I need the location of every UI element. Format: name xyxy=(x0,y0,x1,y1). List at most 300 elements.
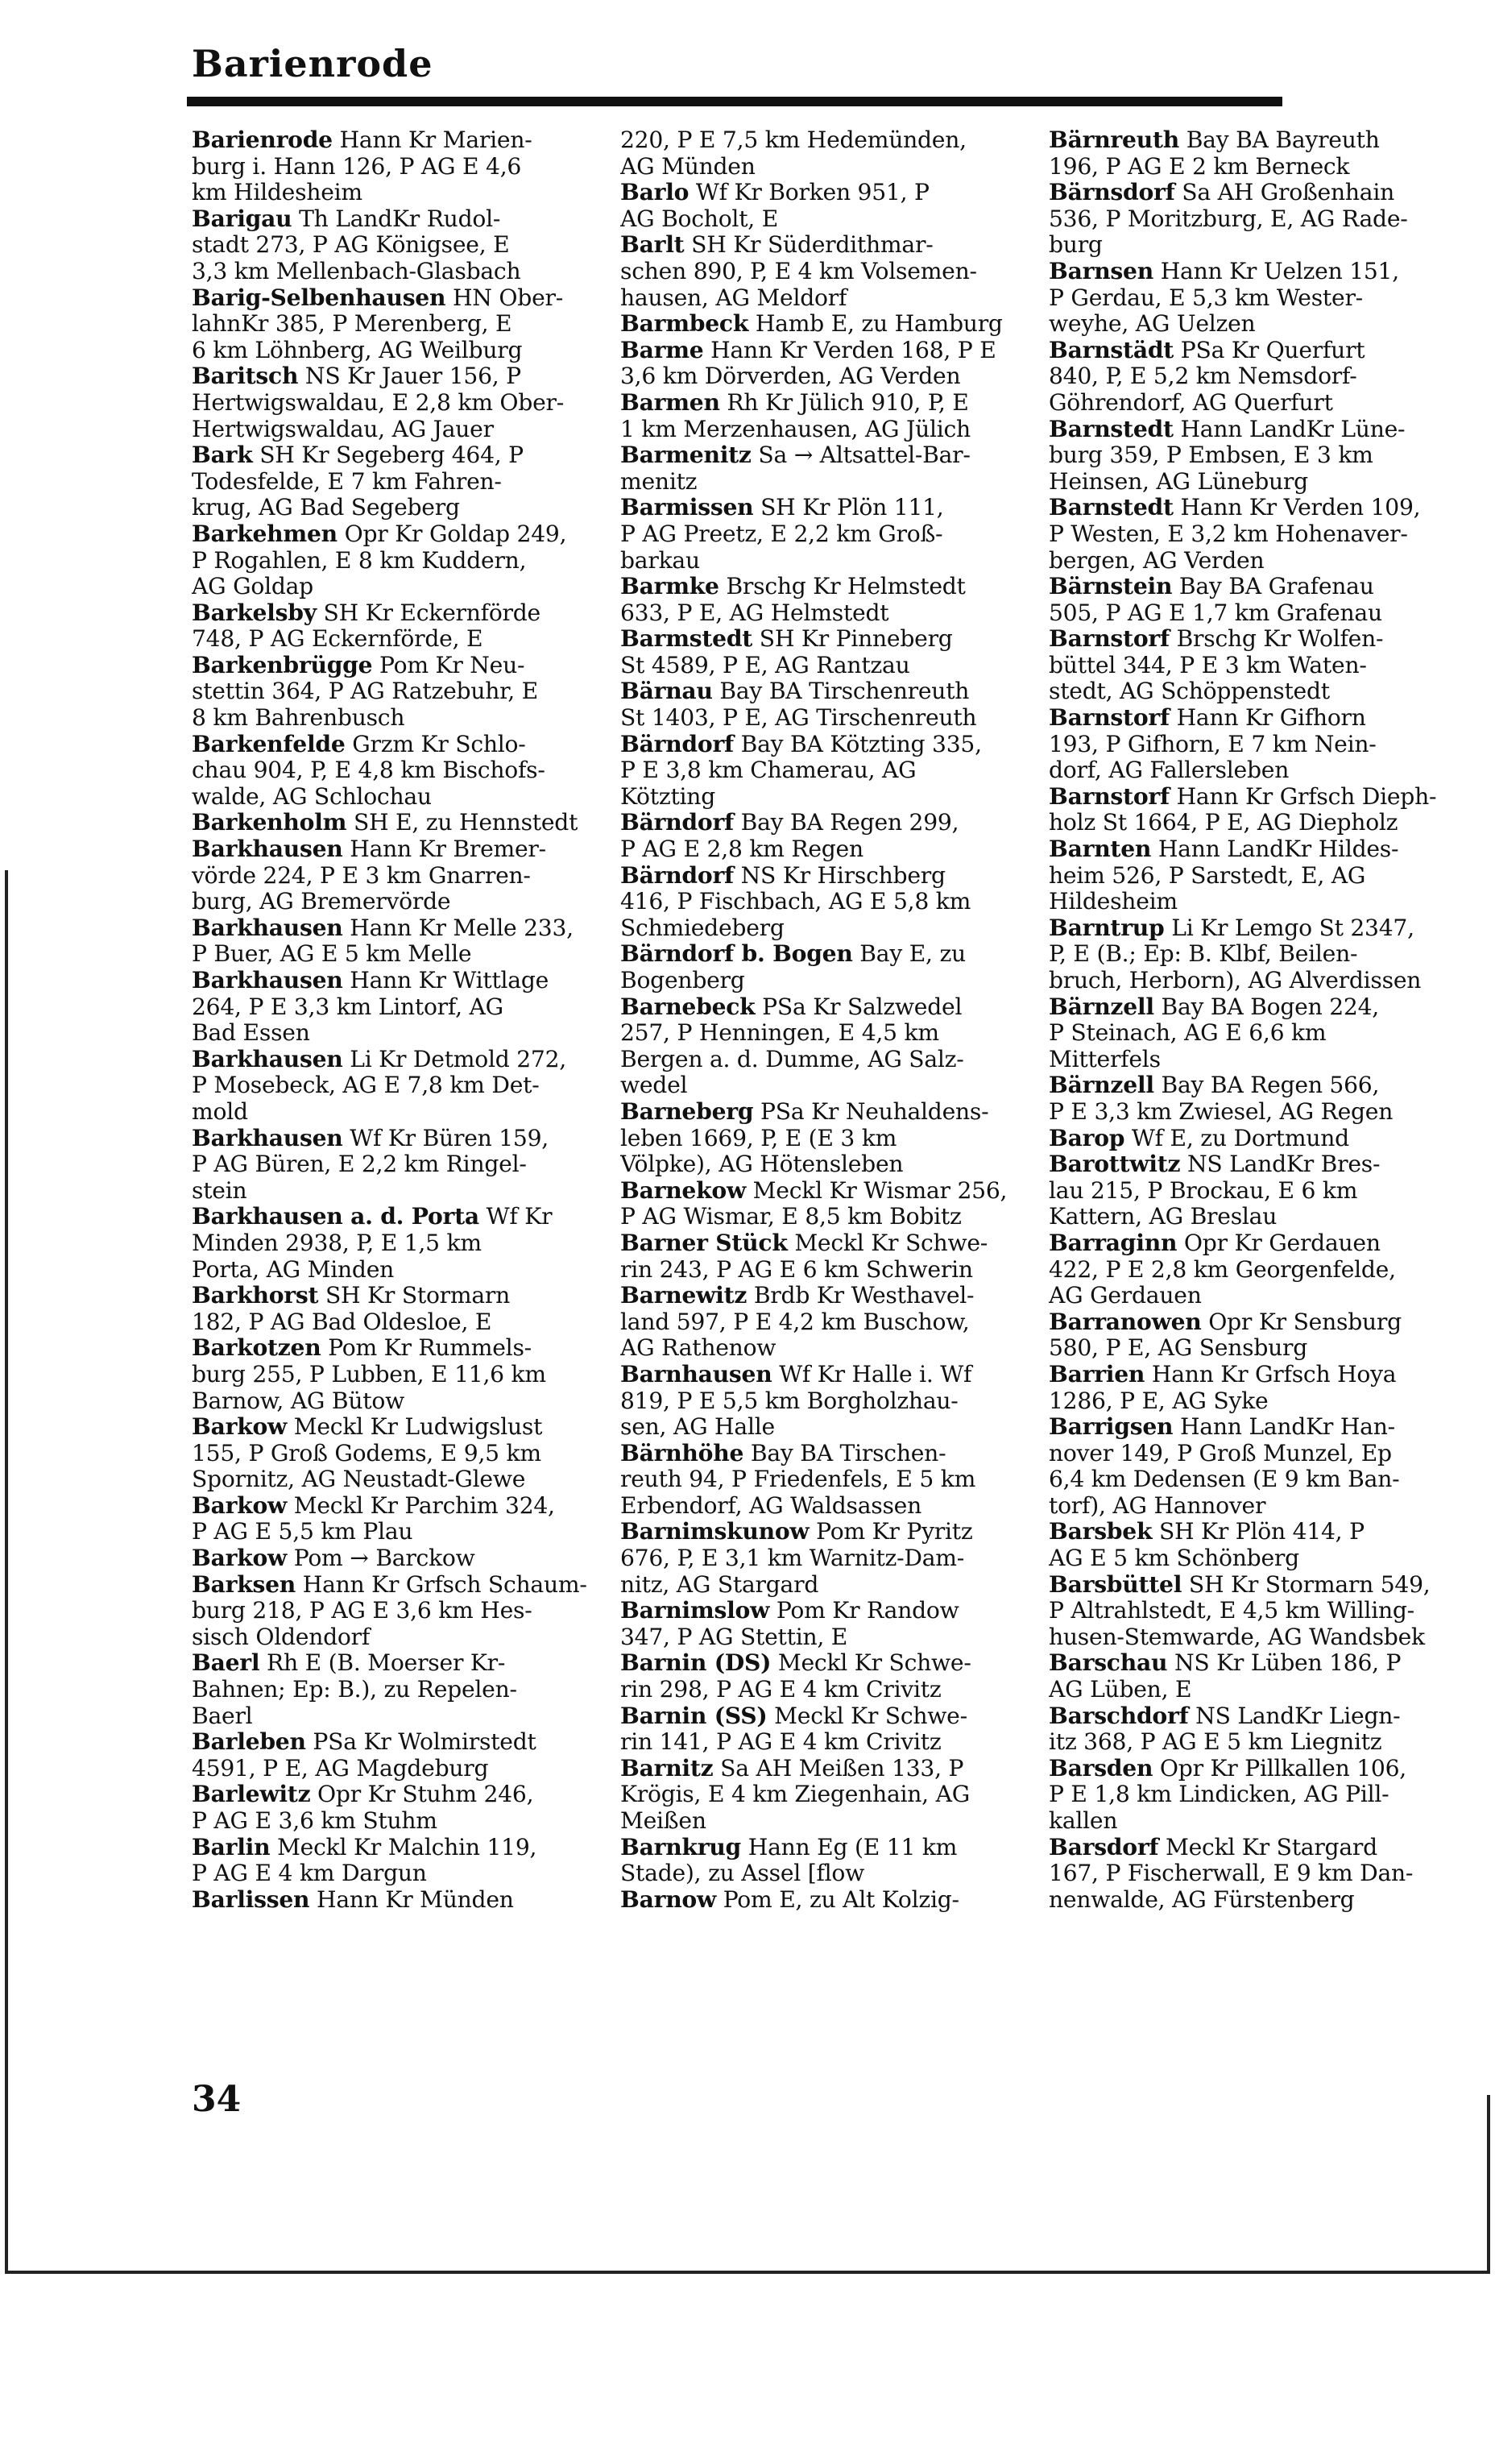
entry-line xyxy=(1049,1493,1443,1520)
gazetteer-entry xyxy=(620,1099,1017,1178)
entry-line xyxy=(620,1756,1017,1782)
entry-line xyxy=(1049,442,1443,469)
entry-line xyxy=(192,259,588,285)
entry-line xyxy=(192,127,588,154)
entry-headword: Bärnhöhe xyxy=(620,1440,744,1466)
entry-line xyxy=(192,1362,588,1388)
entry-line xyxy=(192,1283,588,1309)
entry-text: torf), AG Hannover xyxy=(1049,1492,1266,1519)
entry-text: 1 km Merzenhausen, AG Jülich xyxy=(620,416,971,442)
entry-line xyxy=(1049,1178,1443,1205)
gazetteer-entry xyxy=(620,994,1017,1099)
entry-text: AG Münden xyxy=(620,153,756,180)
entry-text: 536, P Moritzburg, E, AG Rade- xyxy=(1049,205,1408,232)
entry-text: P, E (B.; Ep: B. Klbf, Beilen- xyxy=(1049,941,1358,968)
entry-line xyxy=(192,1677,588,1703)
entry-headword: Barnstorf xyxy=(1049,705,1170,732)
gazetteer-entry xyxy=(1049,1309,1443,1362)
gazetteer-entry xyxy=(192,600,588,653)
gazetteer-entry xyxy=(192,1047,588,1126)
gazetteer-entry xyxy=(1049,1414,1443,1519)
entry-text: P Rogahlen, E 8 km Kuddern, xyxy=(192,547,527,574)
entry-line xyxy=(192,311,588,338)
entry-text: 819, P E 5,5 km Borgholzhau- xyxy=(620,1388,959,1414)
entry-line xyxy=(620,1650,1017,1677)
entry-headword: Barig-Selbenhausen xyxy=(192,284,446,311)
entry-headword: Barnstorf xyxy=(1049,783,1170,810)
entry-text: km Hildesheim xyxy=(192,180,362,206)
entry-line xyxy=(192,206,588,233)
entry-line xyxy=(1049,705,1443,732)
entry-line xyxy=(1049,311,1443,338)
entry-line xyxy=(620,1466,1017,1493)
entry-headword: Barnin (SS) xyxy=(620,1703,768,1729)
entry-headword: Barmen xyxy=(620,389,720,416)
entry-text: SH Kr Segeberg 464, P xyxy=(252,442,524,469)
entry-line xyxy=(620,495,1017,521)
entry-line xyxy=(192,1309,588,1336)
entry-line xyxy=(192,1335,588,1362)
entry-line xyxy=(192,889,588,915)
entry-headword: Barlewitz xyxy=(192,1782,311,1808)
entry-headword: Barnimslow xyxy=(620,1598,770,1624)
entry-text: Sa → Altsattel-Bar- xyxy=(751,442,971,469)
entry-line xyxy=(1049,600,1443,627)
entry-line xyxy=(620,1151,1017,1178)
entry-line xyxy=(620,521,1017,548)
entry-line xyxy=(1049,1887,1443,1914)
entry-text: itz 368, P AG E 5 km Liegnitz xyxy=(1049,1729,1382,1756)
entry-text: AG Lüben, E xyxy=(1049,1677,1192,1703)
entry-line xyxy=(1049,732,1443,758)
entry-text: 3,3 km Mellenbach-Glasbach xyxy=(192,258,521,284)
gazetteer-entry xyxy=(192,285,588,364)
entry-text: Bay BA Regen 566, xyxy=(1153,1072,1380,1099)
entry-text: P AG E 5,5 km Plau xyxy=(192,1519,413,1545)
entry-line xyxy=(192,1388,588,1415)
entry-text: Bay BA Bayreuth xyxy=(1178,127,1380,153)
entry-text: Wf Kr Halle i. Wf xyxy=(772,1361,972,1388)
entry-line xyxy=(620,574,1017,600)
entry-text: PSa Kr Salzwedel xyxy=(755,993,963,1020)
entry-headword: Barmbeck xyxy=(620,311,749,338)
entry-text: NS Kr Jauer 156, P xyxy=(298,363,521,390)
entry-text: wedel xyxy=(620,1072,688,1099)
gazetteer-entry xyxy=(192,1126,588,1205)
entry-line xyxy=(620,232,1017,259)
entry-text: P AG E 2,8 km Regen xyxy=(620,836,863,863)
entry-line xyxy=(1049,1257,1443,1284)
entry-text: Hann LandKr Han- xyxy=(1173,1414,1395,1441)
entry-headword: Barnstedt xyxy=(1049,416,1174,442)
entry-headword: Barnstedt xyxy=(1049,495,1174,521)
gazetteer-entry xyxy=(1049,915,1443,994)
entry-headword: Bärndorf xyxy=(620,731,734,757)
entry-text: PSa Kr Querfurt xyxy=(1174,337,1365,363)
entry-line xyxy=(192,1835,588,1861)
entry-text: Hann Kr Verden 109, xyxy=(1173,495,1421,521)
entry-line xyxy=(1049,1808,1443,1835)
entry-line xyxy=(620,1545,1017,1572)
entry-text: Mitterfels xyxy=(1049,1046,1161,1072)
gazetteer-entry xyxy=(1049,574,1443,626)
entry-headword: Barlo xyxy=(620,180,690,206)
entry-text: rin 298, P AG E 4 km Crivitz xyxy=(620,1677,942,1703)
entry-headword: Bärnreuth xyxy=(1049,127,1179,153)
entry-line xyxy=(192,1126,588,1152)
entry-text: Pom Kr Rummels- xyxy=(321,1335,532,1362)
entry-text: Todesfelde, E 7 km Fahren- xyxy=(192,468,502,495)
entry-line xyxy=(192,994,588,1021)
gazetteer-entry xyxy=(1049,1650,1443,1703)
entry-text: NS LandKr Bres- xyxy=(1180,1151,1381,1178)
entry-text: Pom Kr Randow xyxy=(769,1598,959,1624)
entry-headword: Bärndorf xyxy=(620,862,734,889)
entry-line xyxy=(192,548,588,575)
entry-headword: Barnkrug xyxy=(620,1834,742,1860)
entry-text: Baerl xyxy=(192,1703,253,1729)
gazetteer-entry xyxy=(192,1335,588,1414)
entry-line xyxy=(620,810,1017,836)
gazetteer-entry xyxy=(620,1441,1017,1520)
entry-text: 193, P Gifhorn, E 7 km Nein- xyxy=(1049,731,1377,757)
entry-text: Hann Kr Gifhorn xyxy=(1169,705,1366,732)
entry-text: stein xyxy=(192,1177,247,1204)
entry-text: Brdb Kr Westhavel- xyxy=(747,1283,975,1309)
entry-line xyxy=(192,705,588,732)
gazetteer-entry xyxy=(192,915,588,968)
entry-line xyxy=(1049,1099,1443,1126)
entry-line xyxy=(620,1126,1017,1152)
entry-text: dorf, AG Fallersleben xyxy=(1049,757,1290,784)
gazetteer-entry xyxy=(192,1493,588,1545)
entry-text: Meckl Kr Ludwigslust xyxy=(287,1414,543,1441)
entry-headword: Barleben xyxy=(192,1729,306,1756)
entry-text: P Mosebeck, AG E 7,8 km Det- xyxy=(192,1072,540,1099)
entry-line xyxy=(1049,626,1443,653)
entry-text: burg, AG Bremervörde xyxy=(192,889,451,915)
gazetteer-entry xyxy=(620,1362,1017,1441)
entry-headword: Barnstorf xyxy=(1049,626,1170,653)
gazetteer-entry xyxy=(620,1598,1017,1650)
entry-text: husen-Stemwarde, AG Wandsbek xyxy=(1049,1624,1425,1650)
gazetteer-entry xyxy=(192,732,588,811)
entry-text: stadt 273, P AG Königsee, E xyxy=(192,232,510,259)
gazetteer-entry xyxy=(1049,180,1443,259)
gazetteer-entry xyxy=(192,363,588,442)
entry-text: bruch, Herborn), AG Alverdissen xyxy=(1049,968,1422,993)
entry-text: PSa Kr Neuhaldens- xyxy=(753,1098,989,1125)
entry-text: krug, AG Bad Segeberg xyxy=(192,495,460,521)
entry-line xyxy=(192,442,588,469)
entry-text: burg 218, P AG E 3,6 km Hes- xyxy=(192,1598,532,1624)
entry-line xyxy=(1049,127,1443,154)
gazetteer-entry xyxy=(1049,1230,1443,1309)
entry-line xyxy=(1049,1466,1443,1493)
entry-line xyxy=(1049,232,1443,259)
entry-text: Hann Kr Verden 168, P E xyxy=(703,337,996,363)
gazetteer-entry xyxy=(192,653,588,732)
entry-text: Hamb E, zu Hamburg xyxy=(748,311,1003,338)
entry-headword: Barlin xyxy=(192,1834,271,1860)
entry-headword: Bark xyxy=(192,442,253,469)
entry-line xyxy=(620,127,1017,154)
entry-text: Hann Kr Marien- xyxy=(332,127,532,153)
entry-text: P Altrahlstedt, E 4,5 km Willing- xyxy=(1049,1598,1414,1624)
entry-text: Meckl Kr Schwe- xyxy=(771,1650,971,1677)
entry-headword: Barkhausen xyxy=(192,968,343,993)
entry-text: Hann Kr Bremer- xyxy=(342,836,546,863)
gazetteer-entry xyxy=(192,1283,588,1335)
entry-text: Krögis, E 4 km Ziegenhain, AG xyxy=(620,1782,970,1808)
entry-headword: Bärnsdorf xyxy=(1049,180,1175,206)
entry-headword: Barsbek xyxy=(1049,1519,1153,1545)
entry-text: Brschg Kr Wolfen- xyxy=(1169,626,1384,653)
entry-line xyxy=(1049,285,1443,312)
entry-text: chau 904, P, E 4,8 km Bischofs- xyxy=(192,757,545,784)
entry-text: Hann Kr Grfsch Hoya xyxy=(1145,1361,1397,1388)
entry-headword: Barkow xyxy=(192,1414,288,1441)
entry-text: Wf Kr Borken 951, P xyxy=(689,180,930,206)
entry-text: P AG E 3,6 km Stuhm xyxy=(192,1808,437,1834)
entry-line xyxy=(1049,469,1443,496)
entry-line xyxy=(620,1677,1017,1703)
entry-text: stettin 364, P AG Ratzebuhr, E xyxy=(192,678,538,705)
entry-line xyxy=(192,915,588,942)
entry-text: Hann Kr Wittlage xyxy=(342,968,549,993)
entry-text: Hann Kr Uelzen 151, xyxy=(1153,258,1399,284)
gazetteer-entry xyxy=(620,863,1017,942)
entry-line xyxy=(192,232,588,259)
entry-text: Bay BA Tirschen- xyxy=(743,1440,946,1466)
gazetteer-entry xyxy=(620,732,1017,811)
scan-edge-right xyxy=(1487,2095,1490,2274)
entry-headword: Barkow xyxy=(192,1545,288,1572)
entry-text: Hann Kr Münden xyxy=(309,1886,514,1913)
entry-text: Sa AH Großenhain xyxy=(1174,180,1394,206)
gazetteer-entry xyxy=(1049,495,1443,574)
entry-line xyxy=(620,1230,1017,1257)
entry-line xyxy=(192,154,588,180)
entry-line xyxy=(192,1441,588,1467)
gazetteer-entry xyxy=(192,1782,588,1834)
entry-text: Bahnen; Ep: B.), zu Repelen- xyxy=(192,1677,517,1703)
entry-line xyxy=(1049,1441,1443,1467)
entry-text: NS Kr Hirschberg xyxy=(733,862,946,889)
entry-text: burg i. Hann 126, P AG E 4,6 xyxy=(192,153,522,180)
entry-headword: Bärnau xyxy=(620,678,713,705)
entry-line xyxy=(620,1887,1017,1914)
entry-line xyxy=(620,1072,1017,1099)
entry-line xyxy=(1049,1598,1443,1624)
entry-line xyxy=(1049,390,1443,417)
entry-line xyxy=(620,338,1017,364)
entry-text: Hertwigswaldau, E 2,8 km Ober- xyxy=(192,389,565,416)
gazetteer-entry xyxy=(620,311,1017,338)
entry-line xyxy=(192,968,588,994)
entry-headword: Barkelsby xyxy=(192,599,317,626)
entry-headword: Barrien xyxy=(1049,1361,1145,1388)
entry-text: Hann Kr Melle 233, xyxy=(342,915,574,941)
entry-line xyxy=(192,1703,588,1730)
entry-text: P AG E 4 km Dargun xyxy=(192,1860,427,1887)
entry-text: stedt, AG Schöppenstedt xyxy=(1049,678,1330,705)
entry-text: Schmiedeberg xyxy=(620,915,785,941)
entry-line xyxy=(192,574,588,600)
entry-line xyxy=(1049,1677,1443,1703)
entry-text: 422, P E 2,8 km Georgenfelde, xyxy=(1049,1256,1396,1283)
entry-line xyxy=(1049,495,1443,521)
entry-text: Hann Eg (E 11 km xyxy=(741,1834,958,1860)
entry-line xyxy=(1049,1362,1443,1388)
entry-line xyxy=(620,442,1017,469)
entry-line xyxy=(1049,1860,1443,1887)
entry-line xyxy=(620,548,1017,575)
entry-text: 676, P, E 3,1 km Warnitz-Dam- xyxy=(620,1545,965,1572)
entry-text: AG E 5 km Schönberg xyxy=(1049,1545,1299,1572)
entry-headword: Barnewitz xyxy=(620,1283,748,1309)
entry-line xyxy=(192,1598,588,1624)
entry-line xyxy=(620,180,1017,206)
entry-text: Li Kr Lemgo St 2347, xyxy=(1164,915,1414,941)
gazetteer-entry xyxy=(192,1545,588,1572)
entry-text: 416, P Fischbach, AG E 5,8 km xyxy=(620,889,971,915)
entry-text: Meckl Kr Parchim 324, xyxy=(287,1492,555,1519)
entry-text: SH Kr Stormarn 549, xyxy=(1182,1571,1431,1598)
gazetteer-entry xyxy=(1049,1835,1443,1914)
entry-line xyxy=(620,1860,1017,1887)
entry-text: land 597, P E 4,2 km Buschow, xyxy=(620,1309,970,1335)
gazetteer-entry xyxy=(192,1887,588,1914)
column-1 xyxy=(192,127,588,2464)
entry-text: 6,4 km Dedensen (E 9 km Ban- xyxy=(1049,1466,1400,1493)
entry-text: 505, P AG E 1,7 km Grafenau xyxy=(1049,599,1382,626)
entry-line xyxy=(620,390,1017,417)
entry-headword: Barnstädt xyxy=(1049,337,1174,363)
entry-text: hausen, AG Meldorf xyxy=(620,284,847,311)
entry-line xyxy=(192,1151,588,1178)
entry-line xyxy=(620,1283,1017,1309)
entry-text: sisch Oldendorf xyxy=(192,1624,371,1650)
entry-line xyxy=(620,1493,1017,1520)
entry-text: AG Goldap xyxy=(192,574,313,600)
entry-headword: Barschau xyxy=(1049,1650,1168,1677)
entry-line xyxy=(620,1598,1017,1624)
entry-line xyxy=(620,259,1017,285)
entry-text: Opr Kr Goldap 249, xyxy=(337,521,567,547)
entry-line xyxy=(1049,653,1443,679)
gazetteer-entry xyxy=(620,1835,1017,1887)
gazetteer-entry xyxy=(620,338,1017,390)
gazetteer-entry xyxy=(1049,994,1443,1073)
entry-text: NS Kr Lüben 186, P xyxy=(1167,1650,1402,1677)
entry-text: Opr Kr Stuhm 246, xyxy=(310,1782,534,1808)
entry-line xyxy=(192,1782,588,1808)
entry-text: Bay E, zu xyxy=(852,941,966,968)
entry-text: kallen xyxy=(1049,1808,1118,1834)
entry-headword: Barmstedt xyxy=(620,626,753,653)
entry-line xyxy=(1049,1151,1443,1178)
column-3 xyxy=(1049,127,1443,2464)
entry-line xyxy=(192,1204,588,1230)
entry-headword: Barkhorst xyxy=(192,1283,319,1309)
entry-headword: Barneberg xyxy=(620,1098,754,1125)
entry-line xyxy=(192,626,588,653)
entry-line xyxy=(1049,154,1443,180)
entry-text: 220, P E 7,5 km Hedemünden, xyxy=(620,127,967,153)
entry-headword: Barmissen xyxy=(620,495,754,521)
entry-line xyxy=(1049,521,1443,548)
entry-line xyxy=(192,180,588,206)
entry-headword: Barnow xyxy=(620,1886,716,1913)
entry-line xyxy=(1049,863,1443,890)
entry-line xyxy=(1049,1047,1443,1073)
entry-line xyxy=(620,1703,1017,1730)
entry-text: Wf Kr Büren 159, xyxy=(342,1125,549,1151)
entry-line xyxy=(192,495,588,521)
entry-headword: Barrigsen xyxy=(1049,1414,1174,1441)
gazetteer-entry xyxy=(620,678,1017,731)
entry-line xyxy=(192,1624,588,1651)
gazetteer-entry xyxy=(620,1887,1017,1914)
entry-text: Bay BA Kötzting 335, xyxy=(733,731,982,757)
entry-text: 748, P AG Eckernförde, E xyxy=(192,626,483,653)
gazetteer-entry xyxy=(620,390,1017,442)
entry-line xyxy=(1049,1782,1443,1808)
gazetteer-entry xyxy=(192,442,588,521)
entry-text: Opr Kr Sensburg xyxy=(1201,1309,1402,1335)
entry-text: büttel 344, P E 3 km Waten- xyxy=(1049,652,1367,678)
entry-headword: Barnebeck xyxy=(620,993,756,1020)
entry-line xyxy=(192,1072,588,1099)
entry-text: burg xyxy=(1049,232,1103,259)
entry-text: Rh Kr Jülich 910, P, E xyxy=(719,389,969,416)
entry-headword: Barottwitz xyxy=(1049,1151,1181,1178)
entry-line xyxy=(620,1047,1017,1073)
entry-line xyxy=(620,1020,1017,1047)
entry-text: Erbendorf, AG Waldsassen xyxy=(620,1492,922,1519)
entry-headword: Barschdorf xyxy=(1049,1703,1189,1729)
entry-line xyxy=(192,1572,588,1599)
entry-line xyxy=(1049,1703,1443,1730)
entry-text: Hann Kr Grfsch Schaum- xyxy=(296,1571,587,1598)
entry-headword: Barkhausen a. d. Porta xyxy=(192,1204,479,1230)
entry-line xyxy=(192,1178,588,1205)
entry-headword: Barkenfelde xyxy=(192,731,346,757)
gazetteer-entry xyxy=(620,810,1017,862)
gazetteer-entry xyxy=(192,521,588,600)
entry-headword: Barnin (DS) xyxy=(620,1650,772,1677)
entry-line xyxy=(620,678,1017,705)
entry-line xyxy=(620,1624,1017,1651)
entry-text: P AG Preetz, E 2,2 km Groß- xyxy=(620,521,943,547)
gazetteer-entry xyxy=(192,206,588,285)
entry-line xyxy=(620,600,1017,627)
gazetteer-entry xyxy=(1049,784,1443,836)
entry-text: Hann LandKr Hildes- xyxy=(1151,836,1399,863)
entry-text: Pom Kr Pyritz xyxy=(809,1519,973,1545)
entry-headword: Bärndorf b. Bogen xyxy=(620,941,853,968)
entry-line xyxy=(620,1362,1017,1388)
entry-text: Hertwigswaldau, AG Jauer xyxy=(192,416,494,442)
entry-line xyxy=(620,417,1017,443)
entry-headword: Barksen xyxy=(192,1571,296,1598)
entry-text: 633, P E, AG Helmstedt xyxy=(620,599,889,626)
gazetteer-entry xyxy=(1049,417,1443,496)
entry-text: Bay BA Grafenau xyxy=(1172,574,1374,600)
entry-line xyxy=(192,469,588,496)
entry-line xyxy=(1049,678,1443,705)
